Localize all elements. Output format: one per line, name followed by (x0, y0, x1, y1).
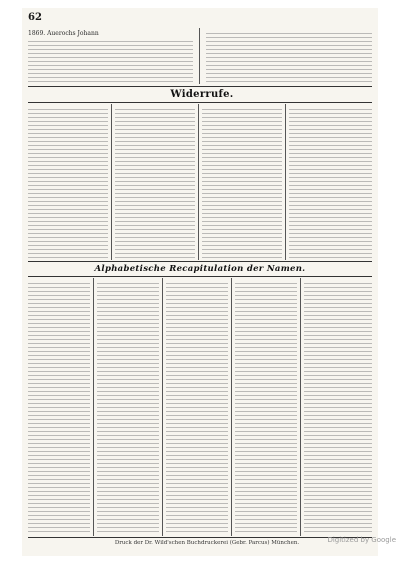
widerrufe-col-2-placeholder (115, 106, 195, 258)
alpha-col-5-placeholder (304, 280, 372, 534)
alpha-divider-4 (300, 278, 301, 536)
alpha-col-1-placeholder (28, 280, 90, 534)
alpha-col-3-placeholder (166, 280, 228, 534)
top-entries-left-placeholder (28, 38, 193, 82)
alpha-divider-1 (93, 278, 94, 536)
widerrufe-rule-bottom (28, 102, 372, 103)
alpha-heading: Alphabetische Recapitulation der Namen. (94, 264, 306, 274)
alpha-col-2-placeholder (97, 280, 159, 534)
widerrufe-col-3-placeholder (202, 106, 282, 258)
alpha-divider-3 (231, 278, 232, 536)
page-number: 62 (28, 12, 42, 23)
widerrufe-rule-top (28, 86, 372, 87)
widerrufe-heading: Widerrufe. (170, 89, 234, 100)
widerrufe-col-1-placeholder (28, 106, 108, 258)
google-watermark: Digitized by Google (327, 536, 396, 544)
register-page (22, 8, 378, 556)
top-entries-right-placeholder (206, 30, 372, 82)
footer-rule (28, 537, 372, 538)
printer-imprint: Druck der Dr. Wild'schen Buchdruckerei (Gebr. Parcus) München. (114, 540, 300, 546)
widerrufe-divider-3 (285, 104, 286, 260)
widerrufe-col-4-placeholder (289, 106, 372, 258)
widerrufe-divider-1 (111, 104, 112, 260)
alpha-rule-bottom (28, 276, 372, 277)
widerrufe-divider-2 (198, 104, 199, 260)
alpha-divider-2 (162, 278, 163, 536)
top-column-divider (199, 28, 200, 84)
alpha-rule-top (28, 261, 372, 262)
alpha-col-4-placeholder (235, 280, 297, 534)
top-register-entry: 1869. Auerochs Johann (28, 30, 99, 37)
